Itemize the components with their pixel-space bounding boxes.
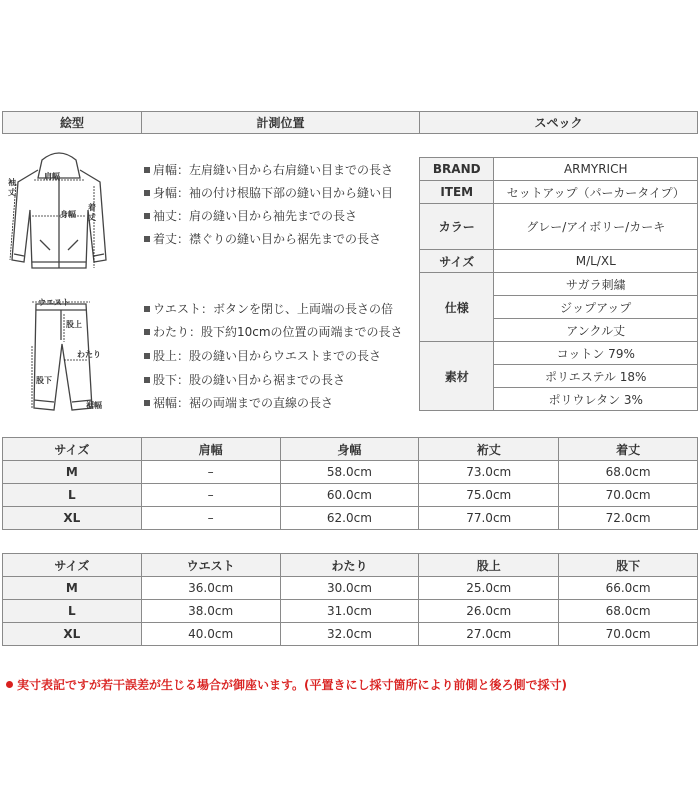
spec-item-label: ITEM [420,181,494,204]
column-header: 身幅 [280,438,419,461]
header-illustration: 絵型 [2,111,142,134]
column-header: ウエスト [141,554,280,577]
spec-material-value: コットン 79% [494,342,698,365]
column-header: 着丈 [559,438,698,461]
table-cell: 27.0cm [419,623,559,646]
red-dot-icon [6,681,13,688]
table-cell: 30.0cm [280,577,419,600]
table-cell: 68.0cm [559,600,698,623]
pants-label-thigh: わたり [77,350,101,359]
measure-note: 股下：股の縫い目から裾までの長さ [144,371,345,388]
spec-material-value: ポリエステル 18% [494,365,698,388]
table-cell: 38.0cm [141,600,280,623]
table-row [3,577,698,600]
size-cell: M [3,461,142,484]
spec-size-value: M/L/XL [494,250,698,273]
table-cell: – [141,507,280,530]
table-row [3,507,698,530]
table-cell: 36.0cm [141,577,280,600]
bullet-square-icon [144,167,150,173]
bottom-size-table [2,553,698,646]
table-cell: 58.0cm [280,461,419,484]
spec-brand-label: BRAND [420,158,494,181]
pants-label-waist: ウエスト [38,298,70,307]
spec-style-label: 仕様 [420,273,494,342]
table-cell: – [141,484,280,507]
table-row [3,484,698,507]
column-header: サイズ [3,554,142,577]
bullet-square-icon [144,400,150,406]
column-header: 裄丈 [419,438,559,461]
spec-brand-value: ARMYRICH [494,158,698,181]
table-cell: 75.0cm [419,484,559,507]
measure-note: 裾幅：裾の両端までの直線の長さ [144,394,333,411]
bullet-square-icon [144,329,150,335]
table-cell: 40.0cm [141,623,280,646]
size-cell: XL [3,507,142,530]
bullet-square-icon [144,213,150,219]
measure-note: 身幅：袖の付け根脇下部の縫い目から縫い目 [144,184,393,201]
spec-style-value: サガラ刺繍 [494,273,698,296]
table-cell: 72.0cm [559,507,698,530]
measure-note: 肩幅：左肩縫い目から右肩縫い目までの長さ [144,161,393,178]
pants-label-inseam: 股下 [36,376,52,385]
table-cell: 60.0cm [280,484,419,507]
measure-note: 股上：股の縫い目からウエストまでの長さ [144,347,381,364]
measurement-note-text: 実寸表記ですが若干誤差が生じる場合が御座います。(平置きにし採寸箇所により前側と後ろ側で採寸) [17,678,568,692]
table-cell: 70.0cm [559,484,698,507]
table-cell: – [141,461,280,484]
column-header: わたり [280,554,419,577]
size-cell: XL [3,623,142,646]
hoodie-label-shoulder: 肩幅 [44,172,60,181]
table-cell: 62.0cm [280,507,419,530]
column-header: 股下 [559,554,698,577]
spec-material-label: 素材 [420,342,494,411]
bullet-square-icon [144,236,150,242]
table-cell: 70.0cm [559,623,698,646]
table-cell: 25.0cm [419,577,559,600]
table-row [3,461,698,484]
table-cell: 73.0cm [419,461,559,484]
faded-heading [10,74,250,86]
hoodie-label-sleeve: 袖丈 [8,178,16,197]
table-cell: 66.0cm [559,577,698,600]
table-cell: 68.0cm [559,461,698,484]
spec-table [419,157,698,411]
column-header: 肩幅 [141,438,280,461]
spec-item-value: セットアップ（パーカータイプ） [494,181,698,204]
top-size-table [2,437,698,530]
measure-note: ウエスト：ボタンを閉じ、上両端の長さの倍 [144,300,393,317]
table-cell: 77.0cm [419,507,559,530]
column-header: 股上 [419,554,559,577]
table-cell: 26.0cm [419,600,559,623]
spec-style-value: アンクル丈 [494,319,698,342]
size-cell: L [3,484,142,507]
table-row [3,623,698,646]
bullet-square-icon [144,306,150,312]
bullet-square-icon [144,353,150,359]
table-header-row [3,554,698,577]
header-measure-position: 計測位置 [141,111,420,134]
pants-label-hem: 裾幅 [86,401,102,410]
size-cell: M [3,577,142,600]
table-header-row [3,438,698,461]
bullet-square-icon [144,190,150,196]
table-cell: 32.0cm [280,623,419,646]
table-cell: 31.0cm [280,600,419,623]
spec-style-value: ジップアップ [494,296,698,319]
pants-label-rise: 股上 [66,320,82,329]
spec-color-label: カラー [420,204,494,250]
spec-material-value: ポリウレタン 3% [494,388,698,411]
header-spec: スペック [419,111,698,134]
hoodie-label-length: 着丈 [88,203,96,222]
hoodie-label-body: 身幅 [60,210,76,219]
measurement-note [6,676,567,693]
bullet-square-icon [144,377,150,383]
table-row [3,600,698,623]
measure-note: 袖丈：肩の縫い目から袖先までの長さ [144,207,357,224]
column-header: サイズ [3,438,142,461]
measure-note: 着丈：襟ぐりの縫い目から裾先までの長さ [144,230,381,247]
size-cell: L [3,600,142,623]
measure-note: わたり：股下約10cmの位置の両端までの長さ [144,323,403,340]
spec-color-value: グレー/アイボリー/カーキ [494,204,698,250]
spec-size-label: サイズ [420,250,494,273]
